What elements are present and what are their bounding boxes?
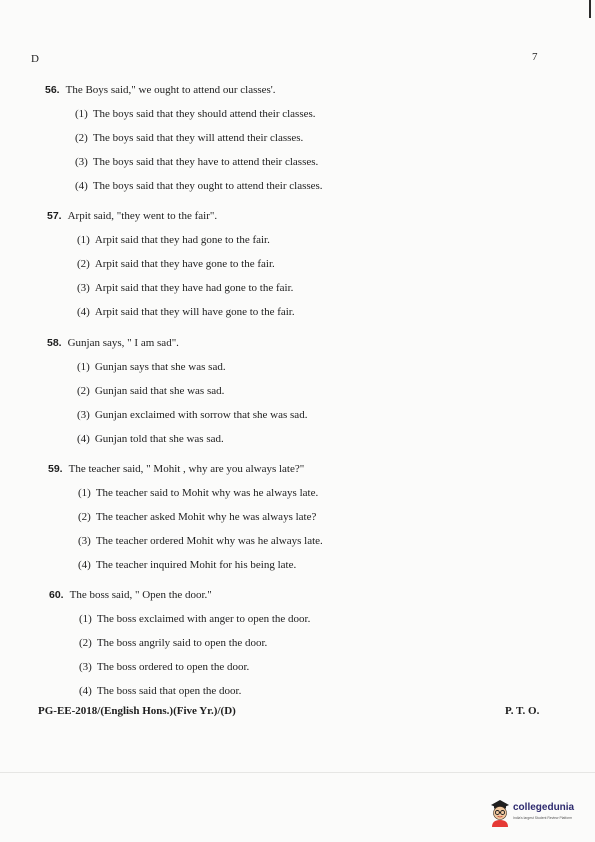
question-56-option-2: (2) The boys said that they will attend their classes. xyxy=(75,132,304,144)
question-60-option-2: (2) The boss angrily said to open the door. xyxy=(79,637,268,649)
question-58-option-1: (1) Gunjan says that she was sad. xyxy=(77,361,226,373)
question-stem: The boss said, " Open the door." xyxy=(69,589,212,601)
question-57 xyxy=(47,210,217,222)
collegedunia-watermark xyxy=(488,797,588,827)
question-57-option-3: (3) Arpit said that they have had gone to the fair. xyxy=(77,282,294,294)
pto-label: P. T. O. xyxy=(505,705,540,717)
question-60 xyxy=(49,589,212,601)
question-number: 60. xyxy=(49,589,64,601)
question-56 xyxy=(45,84,276,96)
question-60-option-3: (3) The boss ordered to open the door. xyxy=(79,661,250,673)
question-58-option-3: (3) Gunjan exclaimed with sorrow that she was sad. xyxy=(77,409,308,421)
question-stem: The Boys said," we ought to attend our classes'. xyxy=(65,84,276,96)
divider xyxy=(0,772,595,773)
question-57-option-2: (2) Arpit said that they have gone to the fair. xyxy=(77,258,275,270)
question-number: 59. xyxy=(48,463,63,475)
question-58 xyxy=(47,337,179,349)
paper-code: PG-EE-2018/(English Hons.)(Five Yr.)/(D) xyxy=(38,705,236,717)
question-number: 57. xyxy=(47,210,62,222)
question-number: 58. xyxy=(47,337,62,349)
question-56-option-3: (3) The boys said that they have to attend their classes. xyxy=(75,156,319,168)
set-code: D xyxy=(31,53,39,65)
question-59-option-3: (3) The teacher ordered Mohit why was he always late. xyxy=(78,535,323,547)
question-59-option-4: (4) The teacher inquired Mohit for his being late. xyxy=(78,559,297,571)
page-number: 7 xyxy=(532,51,538,63)
question-60-option-4: (4) The boss said that open the door. xyxy=(79,685,242,697)
question-57-option-4: (4) Arpit said that they will have gone to the fair. xyxy=(77,306,295,318)
scan-edge-mark xyxy=(589,0,591,18)
brand-name: collegedunia xyxy=(513,802,575,813)
question-57-option-1: (1) Arpit said that they had gone to the fair. xyxy=(77,234,270,246)
question-58-option-2: (2) Gunjan said that she was sad. xyxy=(77,385,225,397)
question-number: 56. xyxy=(45,84,60,96)
student-mascot-icon xyxy=(488,797,512,827)
question-stem: Gunjan says, " I am sad". xyxy=(67,337,179,349)
question-stem: The teacher said, " Mohit , why are you always late?" xyxy=(68,463,305,475)
question-58-option-4: (4) Gunjan told that she was sad. xyxy=(77,433,224,445)
question-59 xyxy=(48,463,304,475)
brand-tagline: India's largest Student Review Platform xyxy=(513,816,573,820)
question-stem: Arpit said, "they went to the fair". xyxy=(67,210,218,222)
question-59-option-1: (1) The teacher said to Mohit why was he always late. xyxy=(78,487,319,499)
question-56-option-1: (1) The boys said that they should attend their classes. xyxy=(75,108,316,120)
question-56-option-4: (4) The boys said that they ought to attend their classes. xyxy=(75,180,323,192)
question-60-option-1: (1) The boss exclaimed with anger to open the door. xyxy=(79,613,311,625)
question-59-option-2: (2) The teacher asked Mohit why he was always late? xyxy=(78,511,317,523)
